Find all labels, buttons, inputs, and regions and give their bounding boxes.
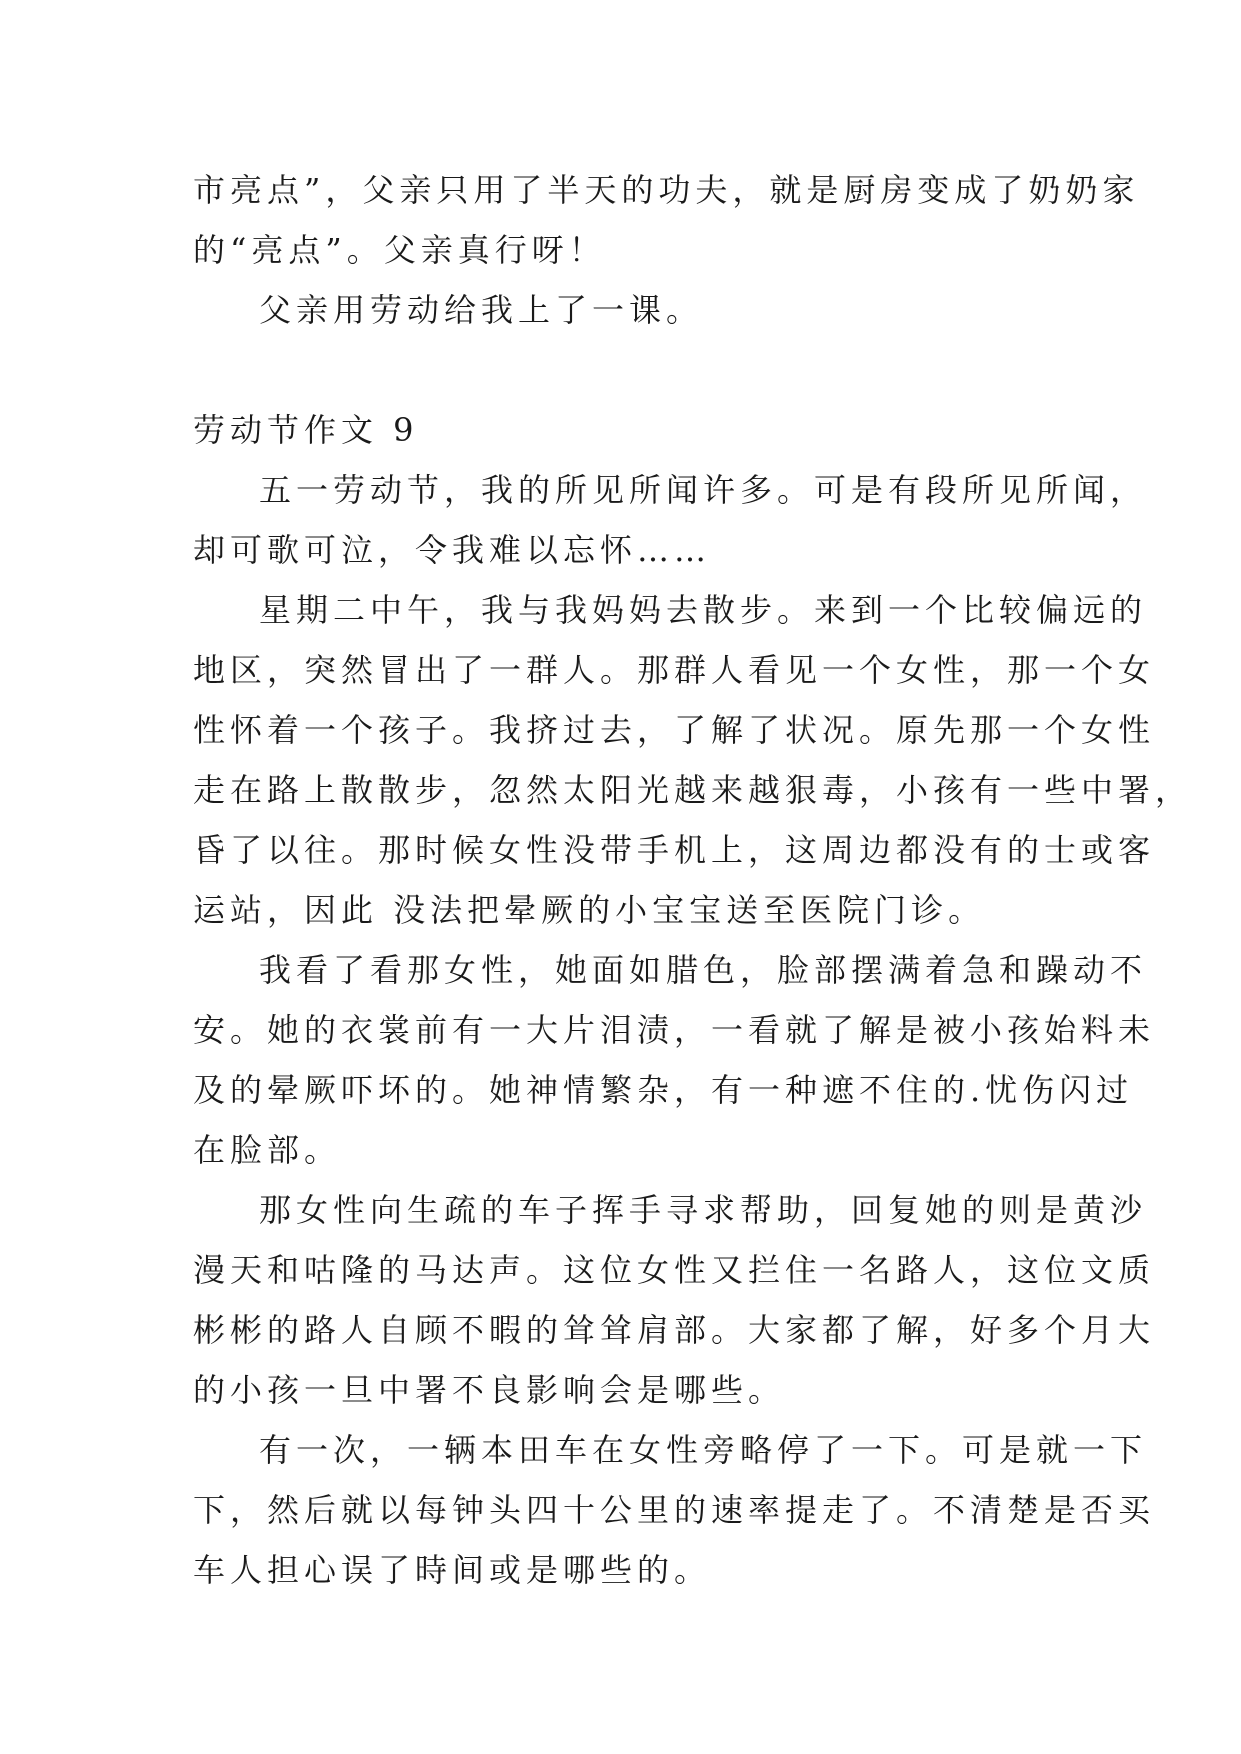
paragraph-line: 却可歌可泣，令我难以忘怀……	[193, 531, 712, 569]
paragraph-line: 下，然后就以每钟头四十公里的速率提走了。不清楚是否买	[193, 1491, 1156, 1529]
paragraph-line: 漫天和咕隆的马达声。这位女性又拦住一名路人，这位文质	[193, 1251, 1156, 1289]
paragraph	[193, 1420, 1156, 1600]
paragraph-line: 星期二中午，我与我妈妈去散步。来到一个比较偏远的	[259, 591, 1148, 629]
paragraph-line: 昏了以往。那时候女性没带手机上，这周边都没有的士或客	[193, 831, 1156, 869]
paragraph-line: 我看了看那女性，她面如腊色，脸部摆满着急和躁动不	[259, 951, 1148, 989]
paragraph-line: 安。她的衣裳前有一大片泪渍，一看就了解是被小孩始料未	[193, 1011, 1156, 1049]
paragraph-line: 彬彬的路人自顾不暇的耸耸肩部。大家都了解，好多个月大	[193, 1311, 1156, 1349]
paragraph-line: 五一劳动节，我的所见所闻许多。可是有段所见所闻，	[259, 471, 1148, 509]
paragraph-line: 的小孩一旦中署不良影响会是哪些。	[193, 1371, 786, 1409]
paragraph-line: 有一次，一辆本田车在女性旁略停了一下。可是就一下	[259, 1431, 1148, 1469]
paragraph	[193, 460, 1148, 580]
intro-line: 的“亮点”。父亲真行呀！	[193, 231, 606, 269]
paragraph	[193, 1180, 1156, 1420]
paragraph-line: 车人担心误了時间或是哪些的。	[193, 1551, 712, 1589]
paragraph-line: 运站，因此 没法把晕厥的小宝宝送至医院门诊。	[193, 891, 986, 929]
intro-closing: 父亲用劳动给我上了一课。	[259, 291, 704, 329]
paragraph	[193, 940, 1156, 1180]
paragraph-line: 及的晕厥吓坏的。她神情繁杂，有一种遮不住的.忧伤闪过	[193, 1071, 1134, 1109]
paragraph-line: 在脸部。	[193, 1131, 342, 1169]
paragraph-line: 走在路上散散步，忽然太阳光越来越狠毒，小孩有一些中署，	[193, 771, 1193, 809]
section-title: 劳动节作文 9	[193, 411, 419, 449]
paragraph	[193, 580, 1193, 940]
section-gap	[193, 340, 1053, 400]
document-body	[193, 160, 1193, 1600]
paragraph-line: 那女性向生疏的车子挥手寻求帮助，回复她的则是黄沙	[259, 1191, 1148, 1229]
paragraph-line: 地区，突然冒出了一群人。那群人看见一个女性，那一个女	[193, 651, 1156, 689]
paragraph-line: 性怀着一个孩子。我挤过去，了解了状况。原先那一个女性	[193, 711, 1156, 749]
intro-line: 市亮点”，父亲只用了半天的功夫，就是厨房变成了奶奶家	[193, 171, 1140, 209]
